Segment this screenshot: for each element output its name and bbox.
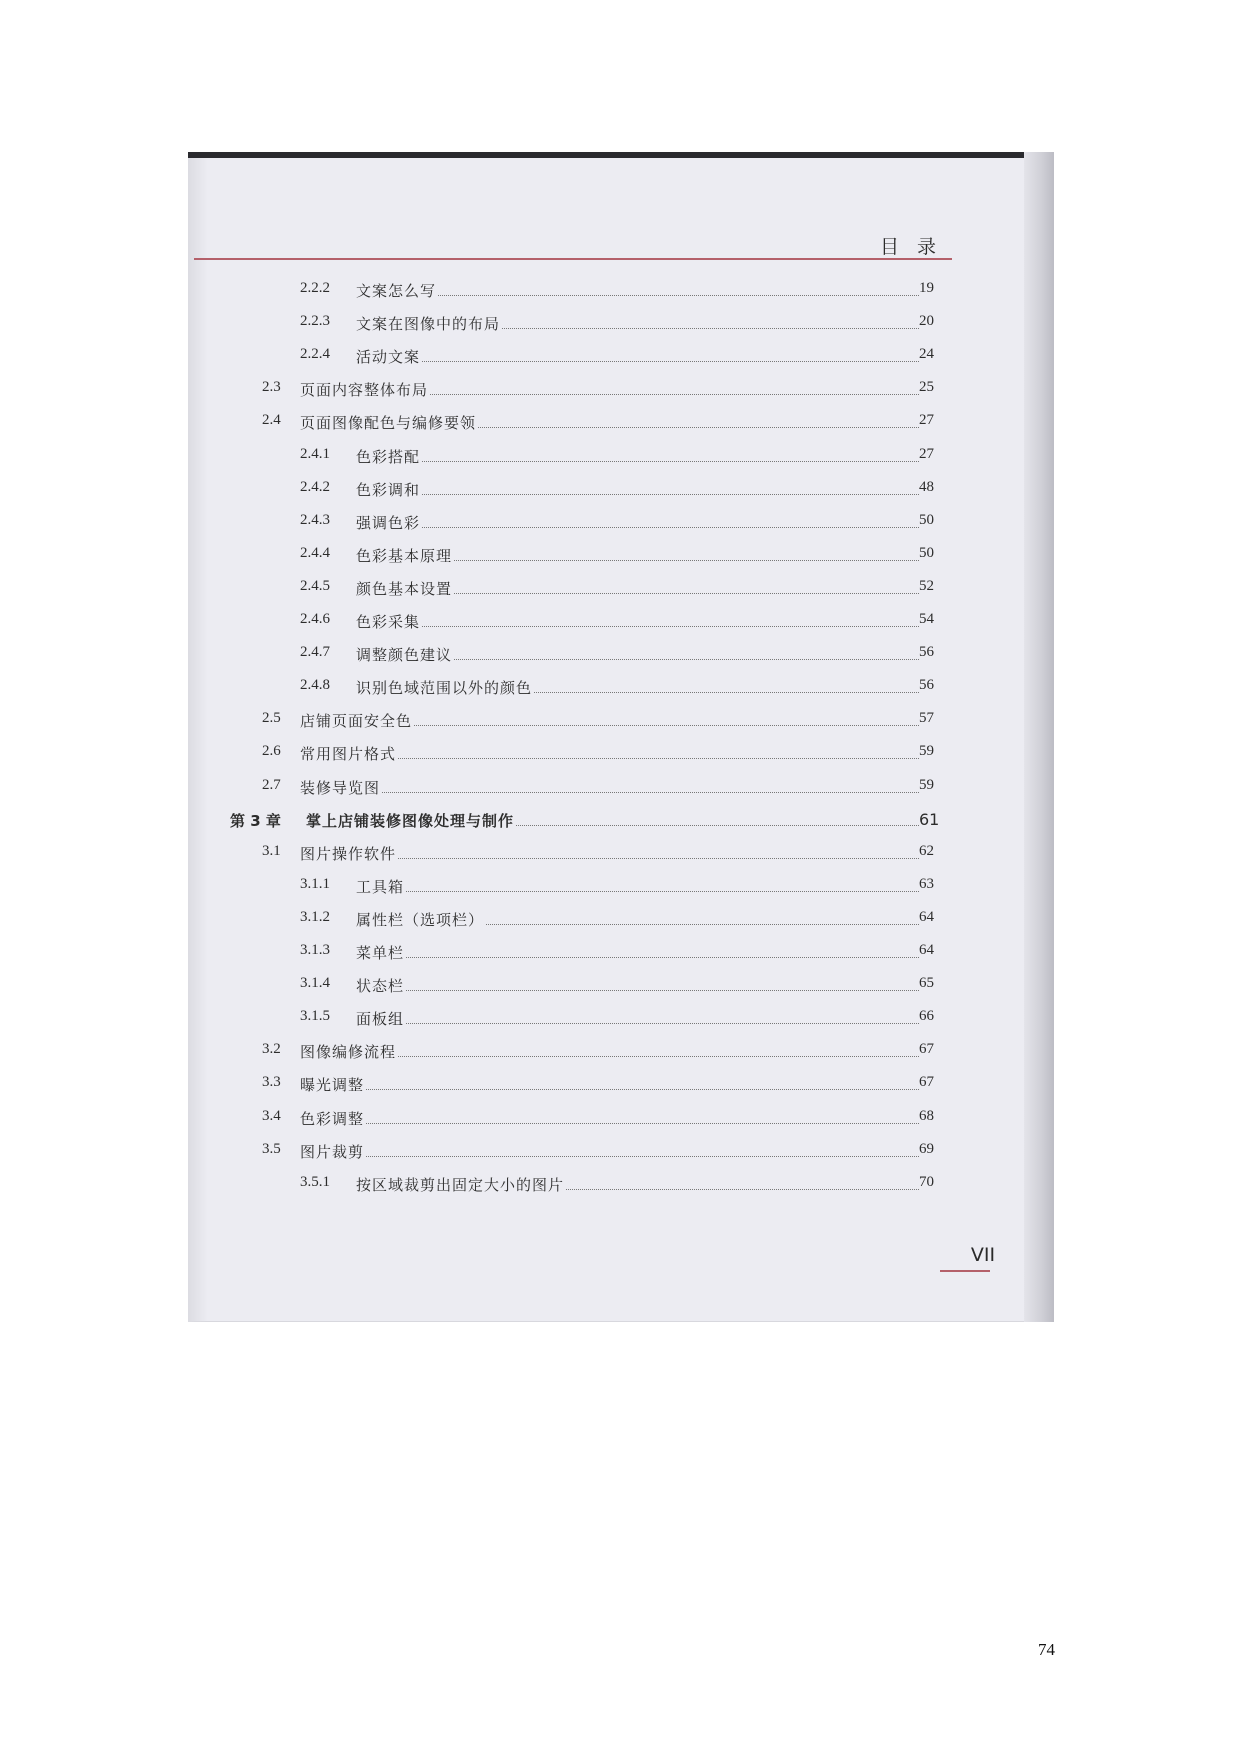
toc-entry-title: 色彩调和: [356, 481, 421, 499]
toc-entry-title: 颜色基本设置: [356, 580, 453, 598]
toc-entry-page: 64: [919, 909, 934, 925]
toc-dot-leader: [398, 1056, 919, 1057]
toc-entry-page: 25: [919, 379, 934, 395]
toc-entry-page: 48: [919, 479, 934, 495]
toc-entry: [188, 541, 1054, 569]
toc-dot-leader: [454, 560, 919, 561]
toc-entry-number: 2.4.4: [300, 545, 330, 561]
toc-entry: [188, 1004, 1054, 1032]
toc-dot-leader: [406, 1023, 919, 1024]
toc-entry-page: 57: [919, 710, 934, 726]
toc-entry-number: 3.1.5: [300, 1008, 330, 1024]
toc-entry-page: 65: [919, 975, 934, 991]
toc-entry: [188, 706, 1054, 734]
toc-entry-page: 64: [919, 942, 934, 958]
toc-dot-leader: [454, 593, 919, 594]
toc-entry-page: 67: [919, 1041, 934, 1057]
toc-entry-number: 2.4.1: [300, 446, 330, 462]
toc-entry-title: 色彩基本原理: [356, 547, 453, 565]
toc-entry-title: 常用图片格式: [300, 745, 397, 763]
toc-dot-leader: [534, 692, 919, 693]
toc-entry-title: 工具箱: [356, 878, 405, 896]
toc-entry: [188, 739, 1054, 767]
toc-entry-page: 19: [919, 280, 934, 296]
toc-dot-leader: [366, 1123, 919, 1124]
toc-entry-number: 3.5.1: [300, 1174, 330, 1190]
toc-entry-page: 69: [919, 1141, 934, 1157]
toc-entry-number: 2.4.7: [300, 644, 330, 660]
toc-entry-page: 56: [919, 677, 934, 693]
toc-entry-number: 2.4.3: [300, 512, 330, 528]
toc-entry: [188, 1104, 1054, 1132]
toc-entry-page: 52: [919, 578, 934, 594]
toc-entry: [188, 309, 1054, 337]
toc-entry-number: 3.1.2: [300, 909, 330, 925]
toc-entry-number: 3.1.1: [300, 876, 330, 892]
toc-entry-title: 识别色域范围以外的颜色: [356, 679, 533, 697]
toc-dot-leader: [566, 1189, 919, 1190]
toc-entry: [188, 938, 1054, 966]
toc-entry-number: 3.1.4: [300, 975, 330, 991]
toc-entry-number: 3.1.3: [300, 942, 330, 958]
toc-entry-title: 图片操作软件: [300, 845, 397, 863]
toc-entry-title: 色彩调整: [300, 1110, 365, 1128]
toc-dot-leader: [398, 758, 919, 759]
toc-entry-page: 20: [919, 313, 934, 329]
toc-dot-leader: [406, 990, 919, 991]
toc-entry-number: 2.4.5: [300, 578, 330, 594]
toc-entry: [188, 442, 1054, 470]
toc-entry-page: 68: [919, 1108, 934, 1124]
toc-dot-leader: [454, 659, 919, 660]
page-number: 74: [1038, 1640, 1055, 1659]
toc-entry: [188, 408, 1054, 436]
toc-entry: [188, 872, 1054, 900]
toc-entry-page: 63: [919, 876, 934, 892]
toc-entry: [188, 276, 1054, 304]
folio-rule: [940, 1270, 990, 1272]
scan-top-edge: [188, 152, 1054, 158]
toc-entry-title: 图像编修流程: [300, 1043, 397, 1061]
toc-entry: [188, 508, 1054, 536]
toc-dot-leader: [366, 1156, 919, 1157]
toc-entry: [188, 1137, 1054, 1165]
toc-entry-number: 2.4: [262, 412, 281, 428]
toc-entry-number: 3.4: [262, 1108, 281, 1124]
toc-entry: [188, 673, 1054, 701]
toc-dot-leader: [516, 825, 919, 826]
toc-entry-page: 27: [919, 412, 934, 428]
toc-entry-number: 2.3: [262, 379, 281, 395]
toc-entry-title: 页面内容整体布局: [300, 381, 429, 399]
toc-entry: [188, 375, 1054, 403]
toc-entry-title: 强调色彩: [356, 514, 421, 532]
toc-entry-page: 59: [919, 777, 934, 793]
toc-entry-title: 文案怎么写: [356, 282, 437, 300]
roman-folio: VII: [970, 1244, 996, 1266]
toc-dot-leader: [430, 394, 919, 395]
toc-entry: [188, 475, 1054, 503]
toc-entry-number: 2.2.2: [300, 280, 330, 296]
toc-entry: [188, 574, 1054, 602]
header-rule: [194, 258, 952, 260]
toc-entry-title: 页面图像配色与编修要领: [300, 414, 477, 432]
toc-dot-leader: [366, 1089, 919, 1090]
toc-dot-leader: [422, 626, 919, 627]
toc-entry-title: 掌上店铺装修图像处理与制作: [306, 812, 515, 830]
toc-entry-title: 色彩采集: [356, 613, 421, 631]
toc-dot-leader: [398, 858, 919, 859]
toc-entry-title: 属性栏（选项栏）: [356, 911, 485, 929]
toc-dot-leader: [438, 295, 919, 296]
toc-dot-leader: [502, 328, 919, 329]
toc-entry-number: 3.3: [262, 1074, 281, 1090]
toc-entry-page: 67: [919, 1074, 934, 1090]
toc-header-title: 目 录: [879, 236, 942, 258]
toc-entry: [188, 773, 1054, 801]
toc-dot-leader: [486, 924, 919, 925]
toc-entry-title: 色彩搭配: [356, 448, 421, 466]
toc-chapter-entry: [188, 806, 1054, 834]
toc-entry-page: 66: [919, 1008, 934, 1024]
toc-entry-number: 2.6: [262, 743, 281, 759]
toc-entry-number: 3.2: [262, 1041, 281, 1057]
toc-entry-number: 2.4.8: [300, 677, 330, 693]
toc-dot-leader: [406, 891, 919, 892]
toc-entry: [188, 971, 1054, 999]
toc-entry: [188, 1070, 1054, 1098]
toc-entry-number: 2.5: [262, 710, 281, 726]
toc-entry-page: 56: [919, 644, 934, 660]
toc-entry-number: 2.2.4: [300, 346, 330, 362]
toc-entry-title: 按区域裁剪出固定大小的图片: [356, 1176, 565, 1194]
toc-entry-title: 图片裁剪: [300, 1143, 365, 1161]
toc-entry: [188, 1170, 1054, 1198]
toc-entry-number: 2.2.3: [300, 313, 330, 329]
toc-entry-number: 2.7: [262, 777, 281, 793]
toc-entry-title: 状态栏: [356, 977, 405, 995]
toc-dot-leader: [406, 957, 919, 958]
toc-entry-title: 活动文案: [356, 348, 421, 366]
toc-dot-leader: [414, 725, 919, 726]
toc-entry-number: 2.4.2: [300, 479, 330, 495]
toc-entry-page: 50: [919, 512, 934, 528]
toc-entry-page: 61: [919, 810, 940, 829]
toc-entry: [188, 607, 1054, 635]
toc-entry-page: 59: [919, 743, 934, 759]
toc-dot-leader: [422, 494, 919, 495]
toc-dot-leader: [422, 361, 919, 362]
toc-entry-page: 27: [919, 446, 934, 462]
toc-entry-title: 调整颜色建议: [356, 646, 453, 664]
toc-entry: [188, 905, 1054, 933]
toc-entry-title: 菜单栏: [356, 944, 405, 962]
toc-entry-title: 装修导览图: [300, 779, 381, 797]
toc-entry: [188, 640, 1054, 668]
toc-entry-title: 曝光调整: [300, 1076, 365, 1094]
scanned-page: [188, 152, 1054, 1322]
toc-entry-number: 3.5: [262, 1141, 281, 1157]
toc-entry-page: 70: [919, 1174, 934, 1190]
toc-entry-page: 54: [919, 611, 934, 627]
toc-entry-number: 3.1: [262, 843, 281, 859]
toc-dot-leader: [382, 792, 919, 793]
toc-entry-page: 50: [919, 545, 934, 561]
toc-entry: [188, 839, 1054, 867]
toc-dot-leader: [422, 527, 919, 528]
toc-dot-leader: [478, 427, 919, 428]
toc-dot-leader: [422, 461, 919, 462]
toc-entry-page: 24: [919, 346, 934, 362]
toc-entry-page: 62: [919, 843, 934, 859]
toc-entry-number: 2.4.6: [300, 611, 330, 627]
toc-entry: [188, 342, 1054, 370]
toc-entry-title: 面板组: [356, 1010, 405, 1028]
toc-entry: [188, 1037, 1054, 1065]
toc-entry-title: 文案在图像中的布局: [356, 315, 501, 333]
toc-entry-number: 第 3 章: [230, 812, 281, 830]
toc-entry-title: 店铺页面安全色: [300, 712, 413, 730]
